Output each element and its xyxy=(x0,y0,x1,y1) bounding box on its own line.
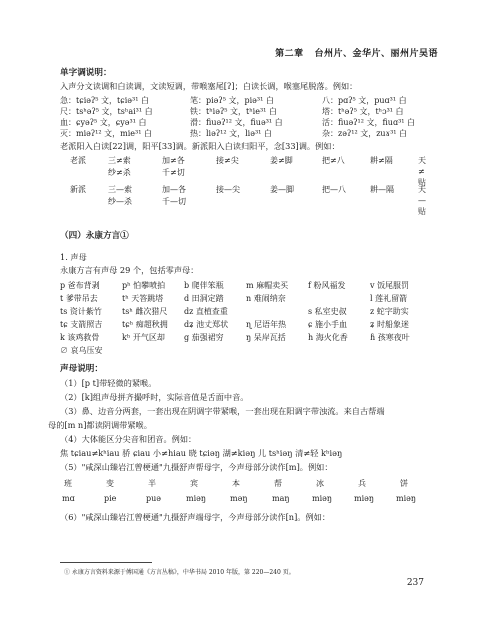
m-chars-row xyxy=(60,478,430,493)
initial-cell: d 田洞定踏 xyxy=(184,294,224,303)
m-readings-row xyxy=(60,493,430,506)
initial-cell: dz 直植查重 xyxy=(184,307,228,316)
note-line: （3）鼻、边音分两套，一套出现在阴调字带紧喉，一套出现在阳调字带浊流。来自古帮端 xyxy=(60,406,385,416)
initial-cell: ts 资计紫竹 xyxy=(60,307,102,316)
comparison-item: 三—索 xyxy=(108,185,132,194)
initial-cell: n 难闹纳奈 xyxy=(246,294,286,303)
tone-examples xyxy=(60,95,430,139)
example-cell: 血：ɕyəʔ⁵ 文，ɕyə³¹ 白 xyxy=(60,118,147,127)
comparison-item: 接≠尖 xyxy=(216,156,239,165)
initial-cell: tsʰ 雌次猎尺 xyxy=(122,307,168,316)
comparison-item: 加—各 xyxy=(162,185,186,194)
comparison-item: 把≠八 xyxy=(322,156,345,165)
initial-cell: ∅ 哀乌压安 xyxy=(60,346,103,355)
reading-cell: miəŋ xyxy=(186,494,207,503)
comparison-item: 接—尖 xyxy=(216,185,240,194)
footnote-rule xyxy=(60,562,152,563)
initial-cell: z 蛇字助实 xyxy=(370,307,409,316)
reading-cell: maŋ xyxy=(272,494,290,503)
reading-cell: pie xyxy=(104,494,117,503)
reading-cell: puə xyxy=(146,494,162,503)
page-number: 237 xyxy=(406,578,424,588)
initial-cell: ɳ 尼语年热 xyxy=(246,320,287,329)
comparison-item: 纱≠杀 xyxy=(108,168,131,177)
comparison-item: 加≠各 xyxy=(162,156,185,165)
comparison-row xyxy=(60,196,430,208)
initial-cell: kʰ 开气区却 xyxy=(122,333,165,342)
example-cell: 八：pɑʔ⁵ 文，puɑ³¹ 白 xyxy=(322,96,407,105)
example-cell: 尺：tsʰəʔ⁵ 文，tsʰai³¹ 白 xyxy=(60,107,153,116)
example-cell: 灭：miəʔ¹² 文，mie³¹ 白 xyxy=(60,129,152,138)
reading-cell: miəŋ xyxy=(354,494,375,503)
example-row xyxy=(60,117,430,128)
example-cell: 急：tɕiəʔ⁵ 文，tɕiə³¹ 白 xyxy=(60,96,149,105)
notes-heading: 声母说明： xyxy=(60,364,103,374)
comparison-item: 三≠索 xyxy=(108,156,131,165)
initials-row xyxy=(60,306,430,319)
subsection-heading: （四）永康方言① xyxy=(60,231,129,241)
initials-row xyxy=(60,332,430,345)
m-reading-table xyxy=(60,478,430,506)
char-cell: 冰 xyxy=(316,479,324,488)
comparison-item: 纱—杀 xyxy=(108,197,132,206)
initial-cell: l 莲礼留箭 xyxy=(370,294,408,303)
note-line: 焦 tɕiau≠kʰiau 骄 ɕiau 小≠hiau 晓 tɕiəŋ 湖≠kiəŋ 儿 tsʰiəŋ 清≠轻 kʰiəŋ xyxy=(60,448,343,458)
tone-intro: 入声分文读调和白读调，文读短调，带喉塞尾[ʔ]；白读长调，喉塞尾脱落。例如： xyxy=(60,81,358,91)
initials-row xyxy=(60,293,430,306)
comparison-item: 天—贴 xyxy=(418,185,426,216)
comparison-item: 千≠切 xyxy=(162,168,185,177)
char-cell: 变 xyxy=(106,479,114,488)
chapter-title: 台州片、金华片、丽州片吴语 xyxy=(314,49,438,59)
comparison-row xyxy=(60,167,430,184)
initial-cell: s 私室史叔 xyxy=(308,307,347,316)
note-line: （1）[p t]带轻微的紧喉。 xyxy=(60,378,157,388)
initial-cell: pʰ 怕攀喷拍 xyxy=(122,281,166,290)
chapter-label: 第二章 xyxy=(275,49,304,59)
initial-cell: m 麻帽卖买 xyxy=(246,281,289,290)
comparison-item: 姜—脚 xyxy=(270,185,294,194)
reading-cell: miəŋ xyxy=(312,494,333,503)
reading-cell: məŋ xyxy=(230,494,248,503)
footnote: ① 永康方言资料来源于傅国通《方言丛稿》，中华书局 2010 年版，第 220—240 页。 xyxy=(64,569,295,576)
initial-cell: tɕ 支箭照吉 xyxy=(60,320,103,329)
comparison-label: 老派 xyxy=(70,156,86,165)
example-cell: 活：fiuəʔ¹² 文，fiuɑ³¹ 白 xyxy=(322,118,416,127)
initial-cell: h 海火化香 xyxy=(308,333,348,342)
example-cell: 铁：tʰiəʔ⁵ 文，tʰie³¹ 白 xyxy=(190,107,277,116)
char-cell: 半 xyxy=(148,479,156,488)
comparison-label: 新派 xyxy=(70,185,86,194)
note-line: 母的[m n]都读阴调带紧喉。 xyxy=(48,420,152,430)
comparison-item: 天≠贴 xyxy=(418,156,426,187)
initial-cell: k 该鸡救骨 xyxy=(60,333,100,342)
running-header xyxy=(275,46,438,59)
char-cell: 兵 xyxy=(358,479,366,488)
char-cell: 宾 xyxy=(190,479,198,488)
initial-cell: tɕʰ 痴超秋拥 xyxy=(122,320,168,329)
comparison-item: 耕—隔 xyxy=(370,185,394,194)
comparison-item: 姜≠脚 xyxy=(270,156,293,165)
initial-cell: ŋ 呆岸瓦括 xyxy=(246,333,286,342)
sandhi-note: 老派阳入白读[22]调，阳平[33]调。新派阳入白读归阳平，念[33]调。例如： xyxy=(60,141,340,151)
initial-cell: t 爹带吊去 xyxy=(60,294,98,303)
char-cell: 本 xyxy=(232,479,240,488)
note-line: （5）"咸深山臻岩江曾梗通"九摄舒声帮母字，今声母部分读作[m]。例如： xyxy=(60,462,333,472)
initial-cell: g 茄强裙穷 xyxy=(184,333,224,342)
comparison-item: 把—八 xyxy=(322,185,346,194)
initial-cell: ʑ 时船象迷 xyxy=(370,320,410,329)
initial-cell: f 粉风福发 xyxy=(308,281,346,290)
char-cell: 班 xyxy=(64,479,72,488)
initial-cell: v 饭尾服罚 xyxy=(370,281,410,290)
char-cell: 饼 xyxy=(400,479,408,488)
example-cell: 热：liəʔ¹² 文，liə³¹ 白 xyxy=(190,129,272,138)
initials-table xyxy=(60,280,430,358)
initial-cell: b 爬伴笨瓶 xyxy=(184,281,224,290)
reading-cell: mɑ xyxy=(62,494,75,503)
example-row xyxy=(60,95,430,106)
note-line: （6）"咸深山臻岩江曾梗通"九摄舒声端母字，今声母部分读作[n]。例如： xyxy=(60,512,331,522)
initials-intro: 永康方言有声母 29 个，包括零声母： xyxy=(60,265,199,275)
initials-row xyxy=(60,345,430,358)
tone-heading: 单字调说明： xyxy=(60,68,112,78)
initial-cell: tʰ 天答跳塔 xyxy=(122,294,164,303)
tone-comparisons xyxy=(60,155,430,216)
example-row xyxy=(60,128,430,139)
comparison-item: 千—切 xyxy=(162,197,186,206)
initials-row xyxy=(60,319,430,332)
reading-cell: miəŋ xyxy=(396,494,417,503)
note-line: （4）大体能区分尖音和团音。例如： xyxy=(60,434,197,444)
example-row xyxy=(60,106,430,117)
initials-subheading: 1. 声母 xyxy=(60,252,87,262)
initial-cell: ɕ 施小手血 xyxy=(308,320,348,329)
comparison-item: 耕≠隔 xyxy=(370,156,393,165)
initial-cell: p 爸布背剥 xyxy=(60,281,100,290)
initial-cell: ɦ 孩寒夜叶 xyxy=(370,333,410,342)
example-cell: 笔：piəʔ⁵ 文，piə³¹ 白 xyxy=(190,96,274,105)
note-line: （2）[k]组声母拼齐撮呼时，实际音值是舌面中音。 xyxy=(60,392,249,402)
initials-row xyxy=(60,280,430,293)
example-cell: 滑：fiuəʔ¹² 文，fiuə³¹ 白 xyxy=(190,118,283,127)
initial-cell: dʑ 池丈郑状 xyxy=(184,320,229,329)
char-cell: 帮 xyxy=(274,479,282,488)
example-cell: 杂：zəʔ¹² 文，zuɤ³¹ 白 xyxy=(322,129,408,138)
example-cell: 塔：tʰəʔ⁵ 文，tʰɔ³¹ 白 xyxy=(322,107,404,116)
